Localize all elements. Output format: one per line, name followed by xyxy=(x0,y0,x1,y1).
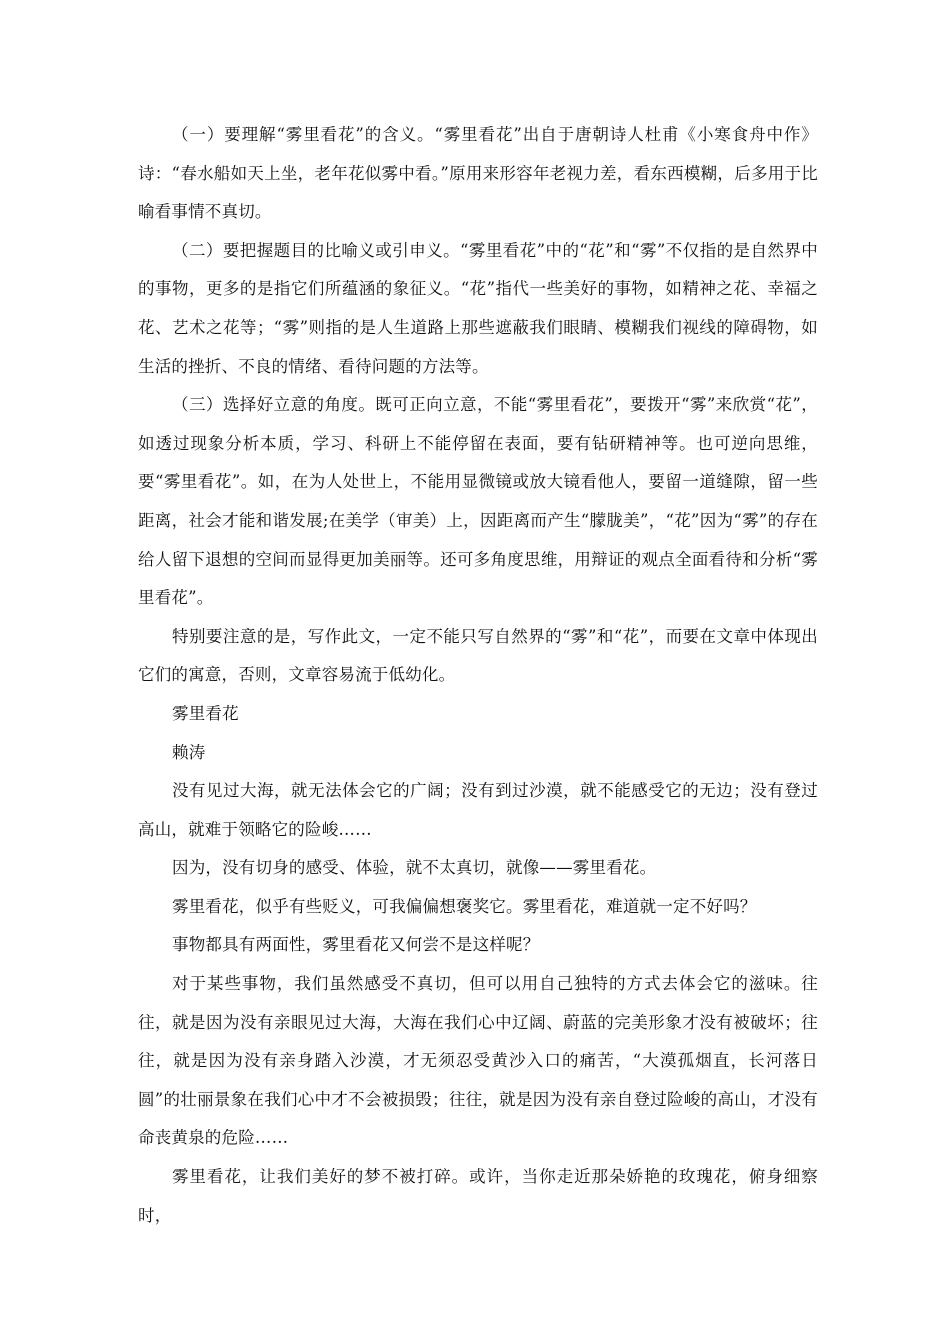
paragraph-meaning: （一）要理解“雾里看花”的含义。“雾里看花”出自于唐朝诗人杜甫《小寒食舟中作》诗：“春水船如天上坐，老年花似雾中看。”原用来形容年老视力差，看东西模糊，后多用于比喻看事情不真切。 xyxy=(138,125,818,222)
essay-paragraph-3: 雾里看花，似乎有些贬义，可我偏偏想褒奖它。雾里看花，难道就一定不好吗？ xyxy=(172,896,757,916)
essay-title: 雾里看花 xyxy=(172,703,239,723)
paragraph-angle: （三）选择好立意的角度。既可正向立意，不能“雾里看花”，要拨开“雾”来欣赏“花”，如透过现象分析本质，学习、科研上不能停留在表面，要有钻研精神等。也可逆向思维，要“雾里看花”。如，在为人处世上，不能用显微镜或放大镜看他人，要留一道缝隙，留一些距离，社会才能和谐发展;在美学（审美）上，因距离而产生“朦胧美”，“花”因为“雾”的存在给人留下退想的空间而显得更加美丽等。还可多角度思维，用辩证的观点全面看待和分析“雾里看花”。 xyxy=(138,395,818,608)
essay-author: 赖涛 xyxy=(172,742,206,762)
essay-paragraph-1: 没有见过大海，就无法体会它的广阔；没有到过沙漠，就不能感受它的无边；没有登过高山，就难于领略它的险峻…… xyxy=(138,781,818,839)
essay-paragraph-2: 因为，没有切身的感受、体验，就不太真切，就像——雾里看花。 xyxy=(172,858,657,878)
document-page xyxy=(138,116,818,1235)
essay-paragraph-6: 雾里看花，让我们美好的梦不被打碎。或许，当你走近那朵娇艳的玫瑰花，俯身细察时， xyxy=(138,1167,818,1225)
paragraph-note: 特别要注意的是，写作此文，一定不能只写自然界的“雾”和“花”，而要在文章中体现出它们的寓意，否则，文章容易流于低幼化。 xyxy=(138,626,818,685)
paragraph-metaphor: （二）要把握题目的比喻义或引申义。“雾里看花”中的“花”和“雾”不仅指的是自然界中的事物，更多的是指它们所蕴涵的象征义。“花”指代一些美好的事物，如精神之花、幸福之花、艺术之花等；“雾”则指的是人生道路上那些遮蔽我们眼睛、模糊我们视线的障碍物，如生活的挫折、不良的情绪、看待问题的方法等。 xyxy=(138,240,818,376)
essay-paragraph-4: 事物都具有两面性，雾里看花又何尝不是这样呢？ xyxy=(172,935,540,955)
essay-paragraph-5: 对于某些事物，我们虽然感受不真切，但可以用自己独特的方式去体会它的滋味。往往，就是因为没有亲眼见过大海，大海在我们心中辽阔、蔚蓝的完美形象才没有被破坏；往往，就是因为没有亲身踏入沙漠，才无须忍受黄沙入口的痛苦，“大漠孤烟直，长河落日圆”的壮丽景象在我们心中才不会被损毁；往往，就是因为没有亲自登过险峻的高山，才没有命丧黄泉的危险…… xyxy=(138,974,818,1148)
